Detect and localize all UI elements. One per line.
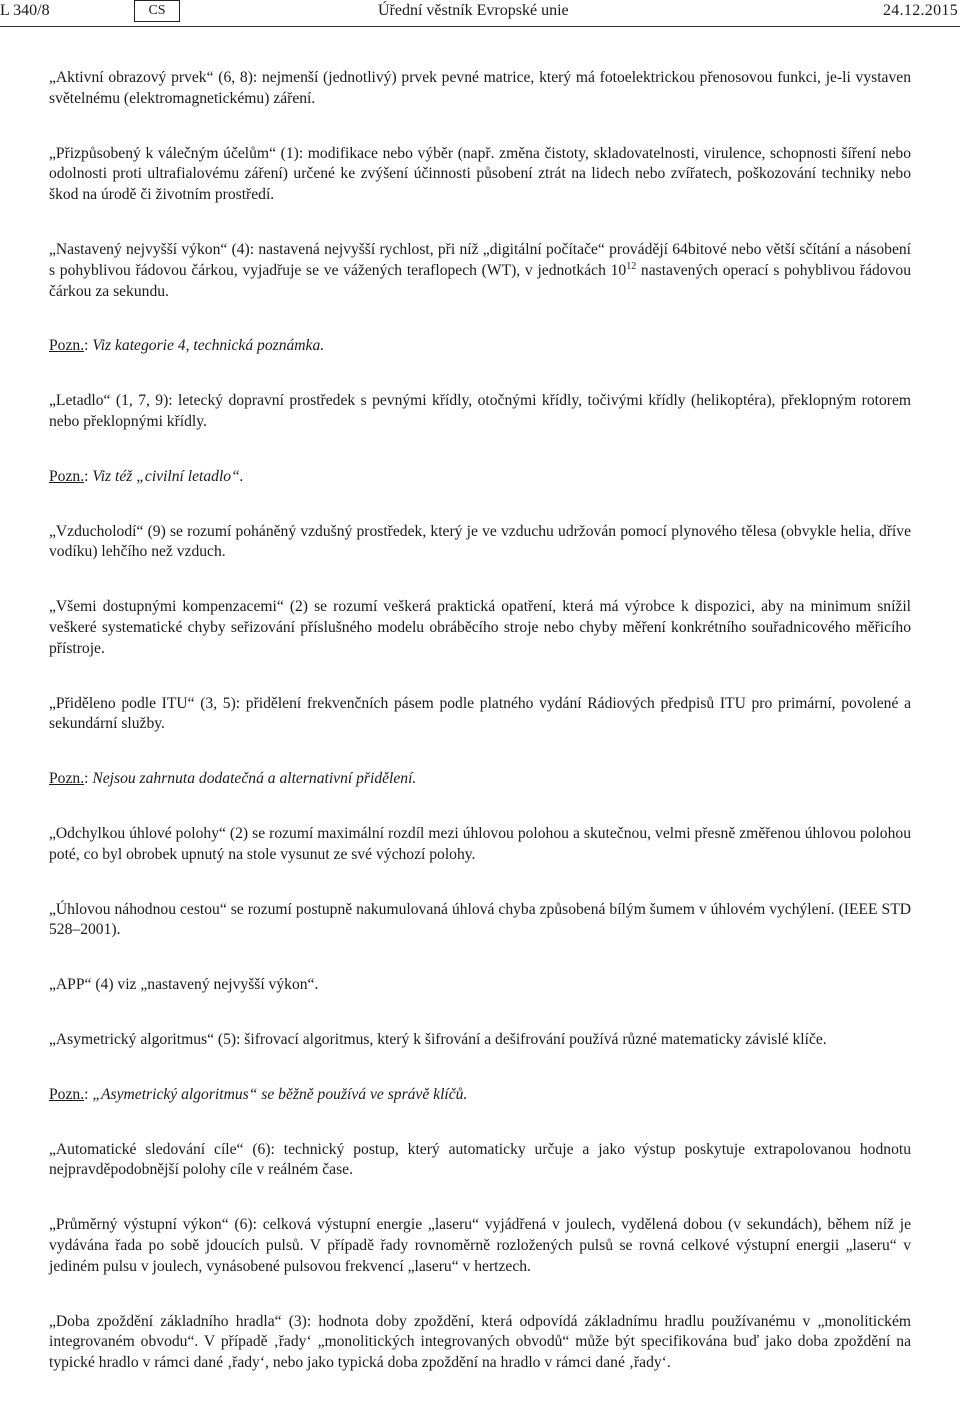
note-label: Pozn. [49,467,85,485]
note-asymmetric [49,1085,911,1106]
definition-adapted-for-war: „Přizpůsobený k válečným účelům“ (1): modifikace nebo výběr (např. změna čistoty, skladovatelnosti, virulence, schopnosti šíření nebo odolnosti proti ultrafialovému záření) určené ke zvýšení účinnosti působení ztrát na lidech nebo zvířatech, poškozování techniky nebo škod na úrodě či životním prostředí. [49,144,911,204]
note-text: Nejsou zahrnuta dodatečná a alternativní přidělení. [92,770,417,788]
header-rule [0,26,960,27]
definition-automatic-target-tracking: „Automatické sledování cíle“ (6): technický postup, který automaticky určuje a jako výstup poskytuje extrapolovanou hodnotu nejpravděpodobnější polohy cíle v reálném čase. [49,1140,911,1179]
app-text-start: „Nastavený nejvyšší výkon“ (4): nastavená nejvyšší rychlost, při níž „digitální počítače“ provádějí 64bitové nebo větší sčítání a násobení s pohyblivou řádovou čárkou, vyjadřuje se ve vážených teraflopech (WT), v jednotkách 10 [49,240,911,279]
definition-angle-random-walk: „Úhlovou náhodnou cestou“ se rozumí postupně nakumulovaná úhlová chyba způsobená bílým šumem v úhlovém vychýlení. (IEEE STD 528–2001). [49,900,911,939]
definition-asymmetric-algorithm: „Asymetrický algoritmus“ (5): šifrovací algoritmus, který k šifrování a dešifrování používá různé matematicky závislé klíče. [49,1030,827,1048]
note-app [49,336,911,357]
note-text: „Asymetrický algoritmus“ se běžně používá ve správě klíčů. [92,1085,468,1103]
note-label: Pozn. [49,770,85,788]
journal-title: Úřední věstník Evropské unie [378,2,569,19]
note-aircraft [49,467,911,488]
language-badge: CS [134,0,180,22]
definition-app: „APP“ (4) viz „nastavený nejvyšší výkon“. [49,976,319,994]
definition-angular-position-deviation: „Odchylkou úhlové polohy“ (2) se rozumí maximální rozdíl mezi úhlovou polohou a skutečnou, velmi přesně změřenou úhlovou polohou poté, co byl obrobek upnutý na stole vysunut ze své výchozí polohy. [49,824,911,863]
note-separator: : [84,1085,89,1103]
definition-adjusted-peak-performance [49,240,911,302]
definition-basic-gate-delay: „Doba zpoždění základního hradla“ (3): hodnota doby zpoždění, která odpovídá základnímu hradlu používanému v „monolitickém integrovaném obvodu“. V případě ‚řady‘ „monolitických integrovaných obvodů“ může být specifikována buď jako doba zpoždění na typické hradlo v rámci dané ‚řady‘, nebo jako typická doba zpoždění na hradlo v rámci dané ‚řady‘. [49,1312,911,1372]
definition-aircraft: „Letadlo“ (1, 7, 9): letecký dopravní prostředek s pevnými křídly, otočnými křídly, točivými křídly (helikoptéra), překlopným rotorem nebo překlopnými křídly. [49,392,911,430]
note-label: Pozn. [49,337,85,355]
definition-airship: „Vzducholodí“ (9) se rozumí poháněný vzdušný prostředek, který je ve vzduchu udržován pomocí plynového tělesa (obvykle helia, dříve vodíku) lehčího než vzduch. [49,522,911,561]
publication-date: 24.12.2015 [883,2,958,19]
note-label: Pozn. [49,1085,85,1103]
app-text-end: nastavených operací s pohyblivou řádovou čárkou za sekundu. [49,261,911,300]
definition-allocated-by-itu: „Přiděleno podle ITU“ (3, 5): přidělení frekvenčních pásem podle platného vydání Rádiových předpisů ITU pro primární, povolené a sekundární služby. [49,694,911,733]
note-separator: : [84,770,89,788]
page-header [0,0,960,26]
definition-all-compensations: „Všemi dostupnými kompenzacemi“ (2) se rozumí veškerá praktická opatření, která má výrobce k dispozici, aby na minimum snížil veškeré systematické chyby seřizování příslušného modelu obráběcího stroje nebo chyby měření konkrétního souřadnicového měřicího přístroje. [49,598,911,657]
document-body [49,68,911,1408]
definition-average-output-power: „Průměrný výstupní výkon“ (6): celková výstupní energie „laseru“ vyjádřená v joulech, vydělená dobou (v sekundách), během níž je vydávána řada po sobě jdoucích pulsů. V případě řady rovnoměrně rozložených pulsů se rovná celkové výstupní energii „laseru“ v jediném pulsu v joulech, vynásobené pulsovou frekvencí „laseru“ v hertzech. [49,1216,911,1275]
definition-active-pixel: „Aktivní obrazový prvek“ (6, 8): nejmenší (jednotlivý) prvek pevné matrice, který má fotoelektrickou přenosovou funkci, je-li vystaven světelnému (elektromagnetickému) záření. [49,69,911,107]
note-separator: : [84,467,89,485]
page-number: L 340/8 [0,2,50,19]
note-text: Viz též „civilní letadlo“. [92,467,244,485]
app-exponent: 12 [626,260,637,272]
note-separator: : [84,337,89,355]
note-text: Viz kategorie 4, technická poznámka. [92,337,325,355]
note-itu [49,769,911,790]
